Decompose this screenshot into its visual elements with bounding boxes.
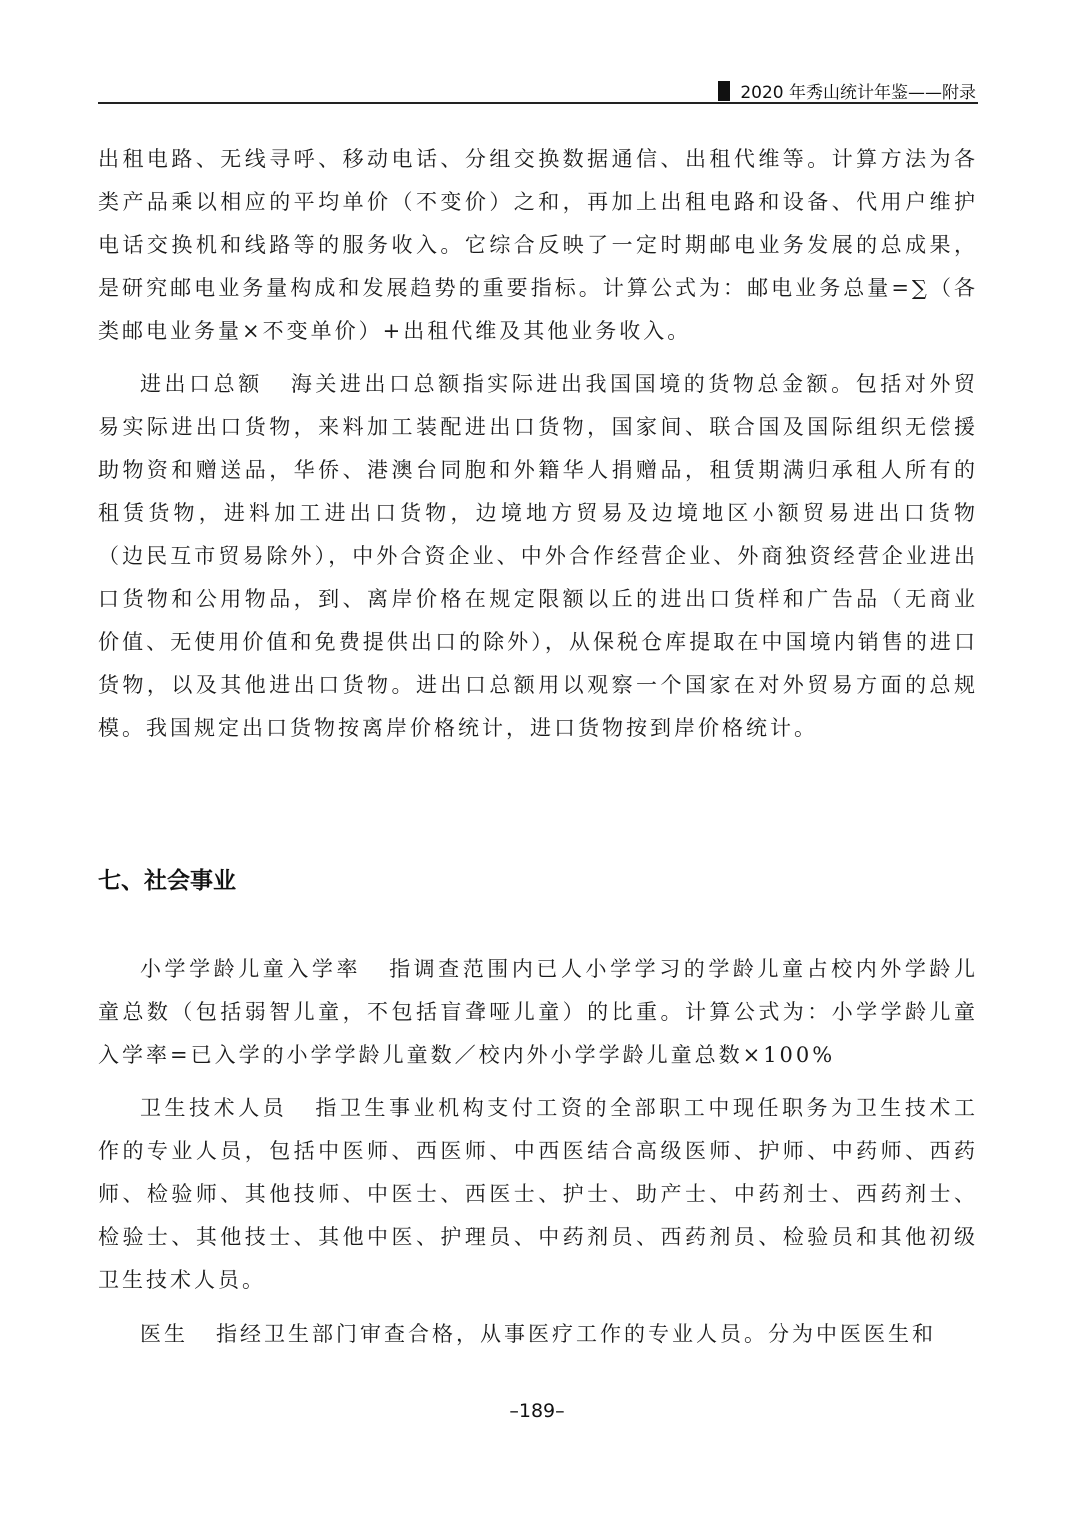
paragraph-text: 指经卫生部门审查合格，从事医疗工作的专业人员。分为中医医生和 — [216, 1322, 936, 1346]
paragraph-text: 海关进出口总额指实际进出我国国境的货物总金额。包括对外贸易实际进出口货物，来料加工装配进出口货物，国家间、联合国及国际组织无偿援助物资和赠送品，华侨、港澳台同胞和外籍华人捐赠品，租赁期满归承租人所有的租赁货物，进料加工进出口货物，边境地方贸易及边境地区小额贸易进出口货物（边民互市贸易除外），中外合资企业、中外合作经营企业、外商独资经营企业进出口货物和公用物品，到、离岸价格在规定限额以丘的进出口货样和广告品（无商业价值、无使用价值和免费提供出口的除外），从保税仓库提取在中国境内销售的进口货物，以及其他进出口货物。进出口总额用以观察一个国家在对外贸易方面的总规模。我国规定出口货物按离岸价格统计，进口货物按到岸价格统计。 — [98, 372, 978, 740]
page-header — [98, 76, 978, 104]
paragraph-enrollment-rate — [98, 948, 978, 1077]
running-head — [718, 78, 976, 103]
term-doctors: 医生 — [140, 1322, 188, 1346]
term-health-technicians: 卫生技术人员 — [140, 1096, 288, 1120]
term-import-export: 进出口总额 — [140, 372, 263, 396]
page-number: –189– — [509, 1400, 565, 1422]
paragraph-text: 指卫生事业机构支付工资的全部职工中现任职务为卫生技术工作的专业人员，包括中医师、西医师、中西医结合高级医师、护师、中药师、西药师、检验师、其他技师、中医士、西医士、护士、助产士、中药剂士、西药剂士、检验士、其他技士、其他中医、护理员、中药剂员、西药剂员、检验员和其他初级卫生技术人员。 — [98, 1096, 978, 1292]
term-enrollment-rate: 小学学龄儿童入学率 — [140, 957, 362, 981]
header-rule — [98, 102, 978, 104]
paragraph-postal-continuation — [98, 138, 978, 353]
paragraph-health-technicians — [98, 1087, 978, 1302]
section-heading: 七、社会事业 — [98, 868, 236, 894]
paragraph-text: 指调查范围内已人小学学习的学龄儿童占校内外学龄儿童总数（包括弱智儿童，不包括盲聋哑儿童）的比重。计算公式为：小学学龄儿童入学率=已入学的小学学龄儿童数／校内外小学学龄儿童总数×100% — [98, 957, 978, 1067]
running-head-title: 2020 年秀山统计年鉴——附录 — [740, 83, 976, 103]
header-marker — [718, 81, 730, 101]
paragraph-import-export — [98, 363, 978, 750]
paragraph-doctors — [98, 1313, 978, 1356]
paragraph-text: 出租电路、无线寻呼、移动电话、分组交换数据通信、出租代维等。计算方法为各类产品乘以相应的平均单价（不变价）之和，再加上出租电路和设备、代用户维护电话交换机和线路等的服务收入。它综合反映了一定时期邮电业务发展的总成果，是研究邮电业务量构成和发展趋势的重要指标。计算公式为：邮电业务总量=∑（各类邮电业务量×不变单价）+出租代维及其他业务收入。 — [98, 147, 978, 343]
